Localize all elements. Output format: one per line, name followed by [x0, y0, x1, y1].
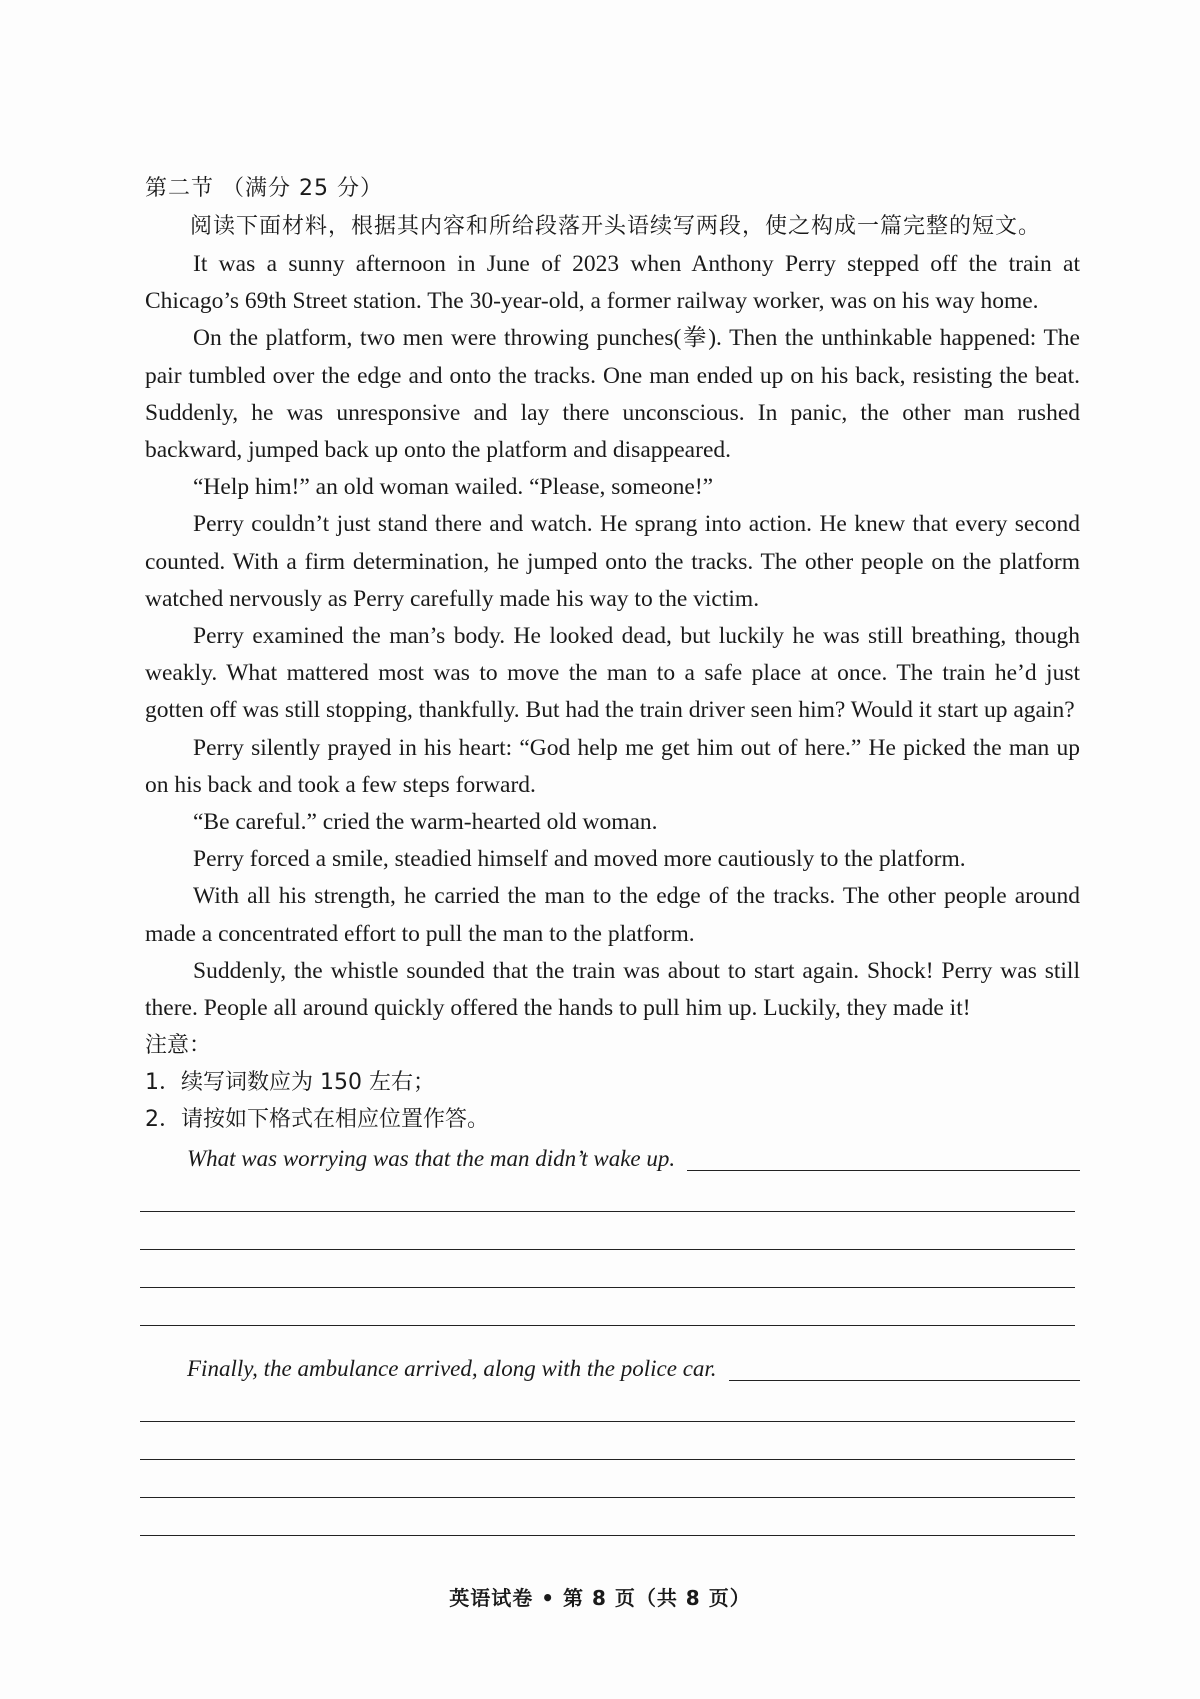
story-paragraph-7: “Be careful.” cried the warm-hearted old woman. — [193, 809, 658, 836]
answer-prompt-row-1 — [187, 1138, 1080, 1174]
story-paragraph-4: Perry couldn’t just stand there and watch. He sprang into action. He knew that every second counted. With a firm determination, he jumped onto the tracks. The other people on the platform watched nervously as Perry carefully made his way to the victim. — [145, 511, 1080, 612]
answer-line[interactable] — [140, 1384, 1075, 1422]
page-footer: 英语试卷 • 第 8 页（共 8 页） — [449, 1586, 751, 1610]
note-item-1: 1．续写词数应为 150 左右； — [145, 1070, 435, 1096]
story-paragraph-2: On the platform, two men were throwing punches(拳). Then the unthinkable happened: The pair tumbled over the edge and onto the tracks. One man ended up on his back, resisting the beat. Suddenly, he was unresponsive and lay there unconscious. In panic, the other man rushed backward, jumped back up onto the platform and disappeared. — [145, 325, 1080, 464]
answer-line[interactable] — [140, 1174, 1075, 1212]
answer-line[interactable] — [729, 1379, 1080, 1381]
answer-prompt-row-2 — [187, 1348, 1080, 1384]
story-paragraph-9: With all his strength, he carried the man to the edge of the tracks. The other people around made a concentrated effort to pull the man to the platform. — [145, 883, 1080, 947]
answer-line[interactable] — [140, 1212, 1075, 1250]
story-paragraph-3: “Help him!” an old woman wailed. “Please, someone!” — [193, 474, 714, 501]
answer-area-1 — [145, 1138, 1080, 1326]
note-item-2: 2．请按如下格式在相应位置作答。 — [145, 1107, 489, 1133]
section-title: 第二节 （满分 25 分） — [145, 176, 383, 201]
answer-line[interactable] — [687, 1169, 1080, 1171]
answer-line[interactable] — [140, 1422, 1075, 1460]
answer-area-2 — [145, 1348, 1080, 1536]
answer-line[interactable] — [140, 1288, 1075, 1326]
notes-title: 注意： — [145, 1033, 212, 1059]
answer-line[interactable] — [140, 1250, 1075, 1288]
notes-section — [145, 1027, 1080, 1138]
answer-prompt-1: What was worrying was that the man didn’t wake up. — [187, 1146, 676, 1172]
section-instruction: 阅读下面材料，根据其内容和所给段落开头语续写两段，使之构成一篇完整的短文。 — [190, 214, 1042, 239]
page-content — [145, 170, 1080, 1536]
story-paragraph-8: Perry forced a smile, steadied himself and moved more cautiously to the platform. — [193, 846, 966, 873]
story-paragraph-5: Perry examined the man’s body. He looked dead, but luckily he was still breathing, though weakly. What mattered most was to move the man to a safe place at once. The train he’d just gotten off was still stopping, thankfully. But had the train driver seen him? Would it start up again? — [145, 623, 1080, 724]
story-paragraph-10: Suddenly, the whistle sounded that the train was about to start again. Shock! Perry was still there. People all around quickly offered the hands to pull him up. Luckily, they made it! — [145, 957, 1080, 1022]
answer-prompt-2: Finally, the ambulance arrived, along with the police car. — [187, 1356, 717, 1382]
story-passage — [145, 246, 1080, 1027]
spacer — [145, 1326, 1080, 1348]
answer-line[interactable] — [140, 1460, 1075, 1498]
story-paragraph-6: Perry silently prayed in his heart: “God help me get him out of here.” He picked the man up on his back and took a few steps forward. — [145, 734, 1080, 798]
answer-line[interactable] — [140, 1498, 1075, 1536]
story-paragraph-1: It was a sunny afternoon in June of 2023 when Anthony Perry stepped off the train at Chicago’s 69th Street station. The 30-year-old, a former railway worker, was on his way home. — [145, 251, 1080, 315]
